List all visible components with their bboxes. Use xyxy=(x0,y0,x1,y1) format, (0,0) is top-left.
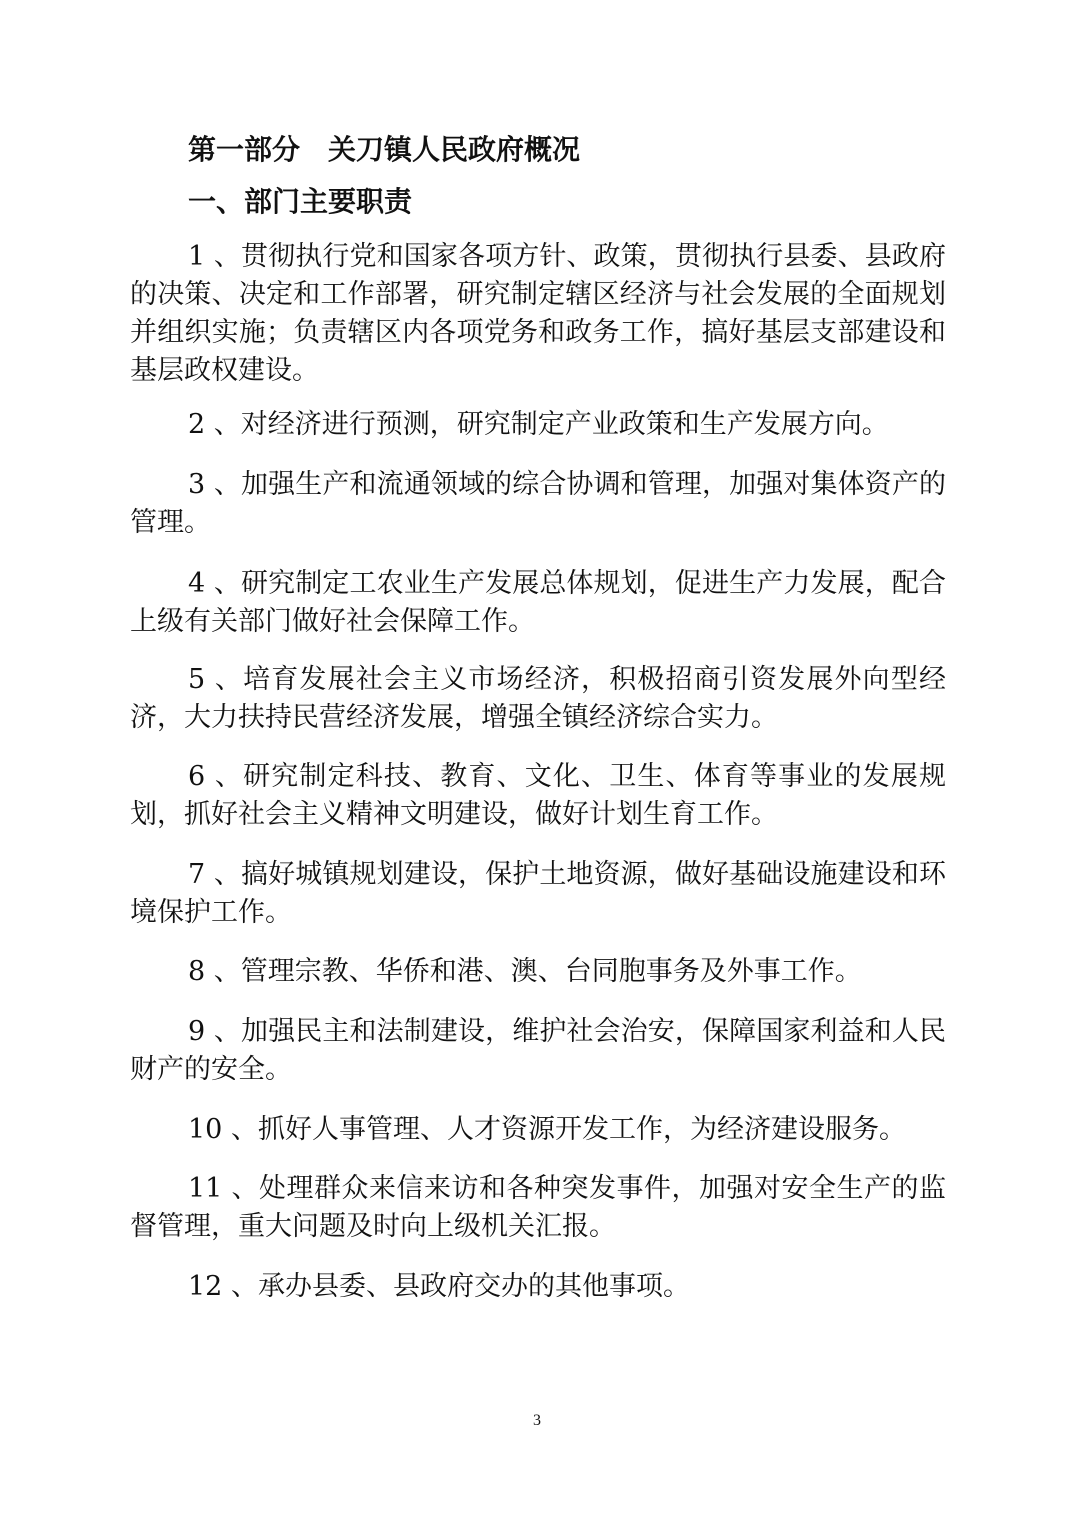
duty-item-3: 3 、加强生产和流通领域的综合协调和管理，加强对集体资产的管理。 xyxy=(130,469,946,538)
duty-item-8: 8 、管理宗教、华侨和港、澳、台同胞事务及外事工作。 xyxy=(188,956,862,987)
duty-item-7: 7 、搞好城镇规划建设，保护土地资源，做好基础设施建设和环境保护工作。 xyxy=(130,859,946,928)
duty-item-1: 1 、贯彻执行党和国家各项方针、政策，贯彻执行县委、县政府的决策、决定和工作部署，研究制定辖区经济与社会发展的全面规划并组织实施；负责辖区内各项党务和政务工作，搞好基层支部建设和基层政权建设。 xyxy=(130,241,946,386)
duty-item-4: 4 、研究制定工农业生产发展总体规划，促进生产力发展，配合上级有关部门做好社会保障工作。 xyxy=(130,568,946,637)
duty-item-9: 9 、加强民主和法制建设，维护社会治安，保障国家利益和人民财产的安全。 xyxy=(130,1016,946,1085)
part-title: 第一部分 关刀镇人民政府概况 xyxy=(188,133,581,166)
page-number: 3 xyxy=(533,1412,541,1429)
duty-item-12: 12 、承办县委、县政府交办的其他事项。 xyxy=(188,1271,690,1302)
duty-item-5: 5 、培育发展社会主义市场经济，积极招商引资发展外向型经济，大力扶持民营经济发展，增强全镇经济综合实力。 xyxy=(130,664,946,733)
section-title: 一、部门主要职责 xyxy=(188,185,413,218)
duty-item-10: 10 、抓好人事管理、人才资源开发工作，为经济建设服务。 xyxy=(188,1114,906,1145)
duty-item-6: 6 、研究制定科技、教育、文化、卫生、体育等事业的发展规划，抓好社会主义精神文明建设，做好计划生育工作。 xyxy=(130,761,946,830)
duty-item-2: 2 、对经济进行预测，研究制定产业政策和生产发展方向。 xyxy=(188,409,889,440)
duty-item-11: 11 、处理群众来信来访和各种突发事件，加强对安全生产的监督管理，重大问题及时向上级机关汇报。 xyxy=(130,1173,946,1242)
